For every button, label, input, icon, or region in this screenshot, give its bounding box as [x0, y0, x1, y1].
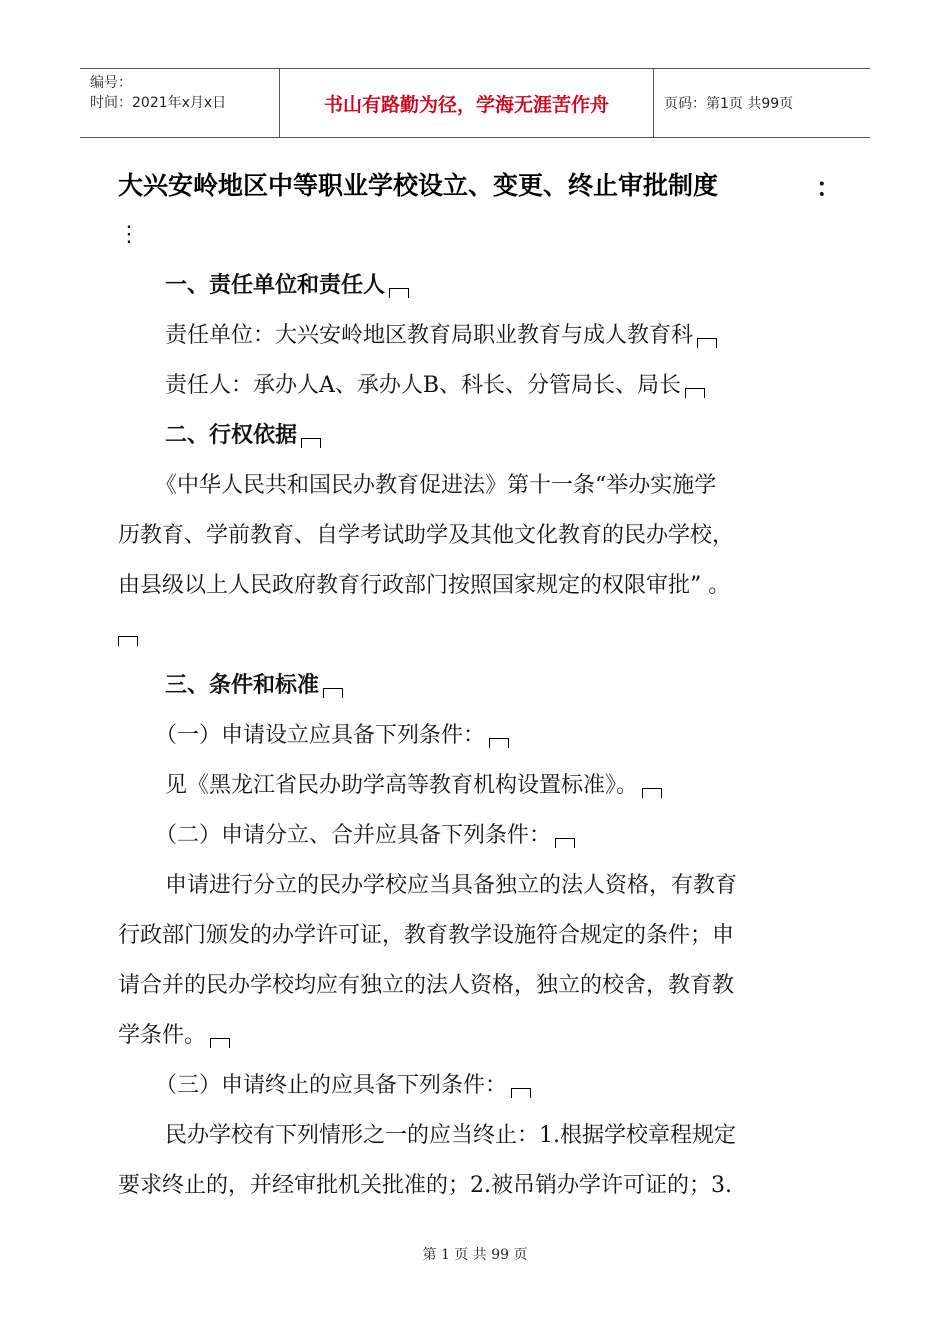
paragraph-line: （一）申请设立应具备下列条件：	[155, 720, 509, 752]
time-label: 时间：2021年x月x日	[90, 95, 227, 111]
motto-text: 书山有路勤为径，学海无涯苦作舟	[323, 93, 609, 116]
paragraph-line: 责任单位：大兴安岭地区教育局职业教育与成人教育科	[165, 320, 717, 352]
paragraph-mark-icon	[323, 688, 343, 698]
section-heading-2: 二、行权依据	[165, 420, 321, 452]
document-title: 大兴安岭地区中等职业学校设立、变更、终止审批制度	[118, 171, 719, 200]
paragraph-mark-icon	[210, 1038, 230, 1048]
paragraph-mark-icon	[642, 788, 662, 798]
page-info-cell	[654, 69, 870, 137]
header-table	[80, 68, 870, 138]
paragraph-line: （二）申请分立、合并应具备下列条件：	[155, 820, 575, 852]
paragraph-mark-icon	[697, 338, 717, 348]
paragraph-line: 请合并的民办学校均应有独立的法人资格，独立的校舍，教育教	[118, 973, 735, 998]
header-meta-cell	[80, 69, 280, 137]
paragraph-mark-icon	[555, 838, 575, 848]
paragraph-line: 学条件。	[118, 1020, 230, 1052]
paragraph-line: 由县级以上人民政府教育行政部门按照国家规定的权限审批” 。	[118, 573, 731, 598]
paragraph-line: 历教育、学前教育、自学考试助学及其他文化教育的民办学校，	[118, 523, 735, 548]
paragraph-line: 见《黑龙江省民办助学高等教育机构设置标准》。	[165, 770, 662, 802]
paragraph-line: 《中华人民共和国民办教育促进法》第十一条“举办实施学	[155, 473, 717, 498]
number-label: 编号：	[90, 75, 132, 91]
title-colon: ：	[816, 173, 842, 202]
paragraph-line: （三）申请终止的应具备下列条件：	[155, 1070, 531, 1102]
page-info-text: 页码：第1页 共99页	[664, 96, 794, 112]
paragraph-line: 要求终止的，并经审批机关批准的；2.被吊销办学许可证的；3.	[118, 1173, 732, 1198]
motto-cell	[280, 69, 654, 137]
paragraph-line: 责任人：承办人A、承办人B、科长、分管局长、局长	[165, 370, 705, 402]
paragraph-mark-icon	[389, 288, 409, 298]
paragraph-mark-icon	[118, 636, 138, 646]
page-footer: 第 1 页 共 99 页	[422, 1247, 528, 1263]
paragraph-mark-icon	[301, 438, 321, 448]
paragraph-mark-icon	[511, 1088, 531, 1098]
section-heading-3: 三、条件和标准	[165, 670, 343, 702]
paragraph-line: 民办学校有下列情形之一的应当终止：1.根据学校章程规定	[165, 1123, 736, 1148]
paragraph-mark-icon	[685, 388, 705, 398]
vertical-ellipsis: ⋮	[118, 222, 140, 247]
section-heading-1: 一、责任单位和责任人	[165, 270, 409, 302]
paragraph-line: 申请进行分立的民办学校应当具备独立的法人资格，有教育	[165, 873, 738, 898]
paragraph-mark-icon	[489, 738, 509, 748]
paragraph-line: 行政部门颁发的办学许可证，教育教学设施符合规定的条件；申	[118, 923, 735, 948]
